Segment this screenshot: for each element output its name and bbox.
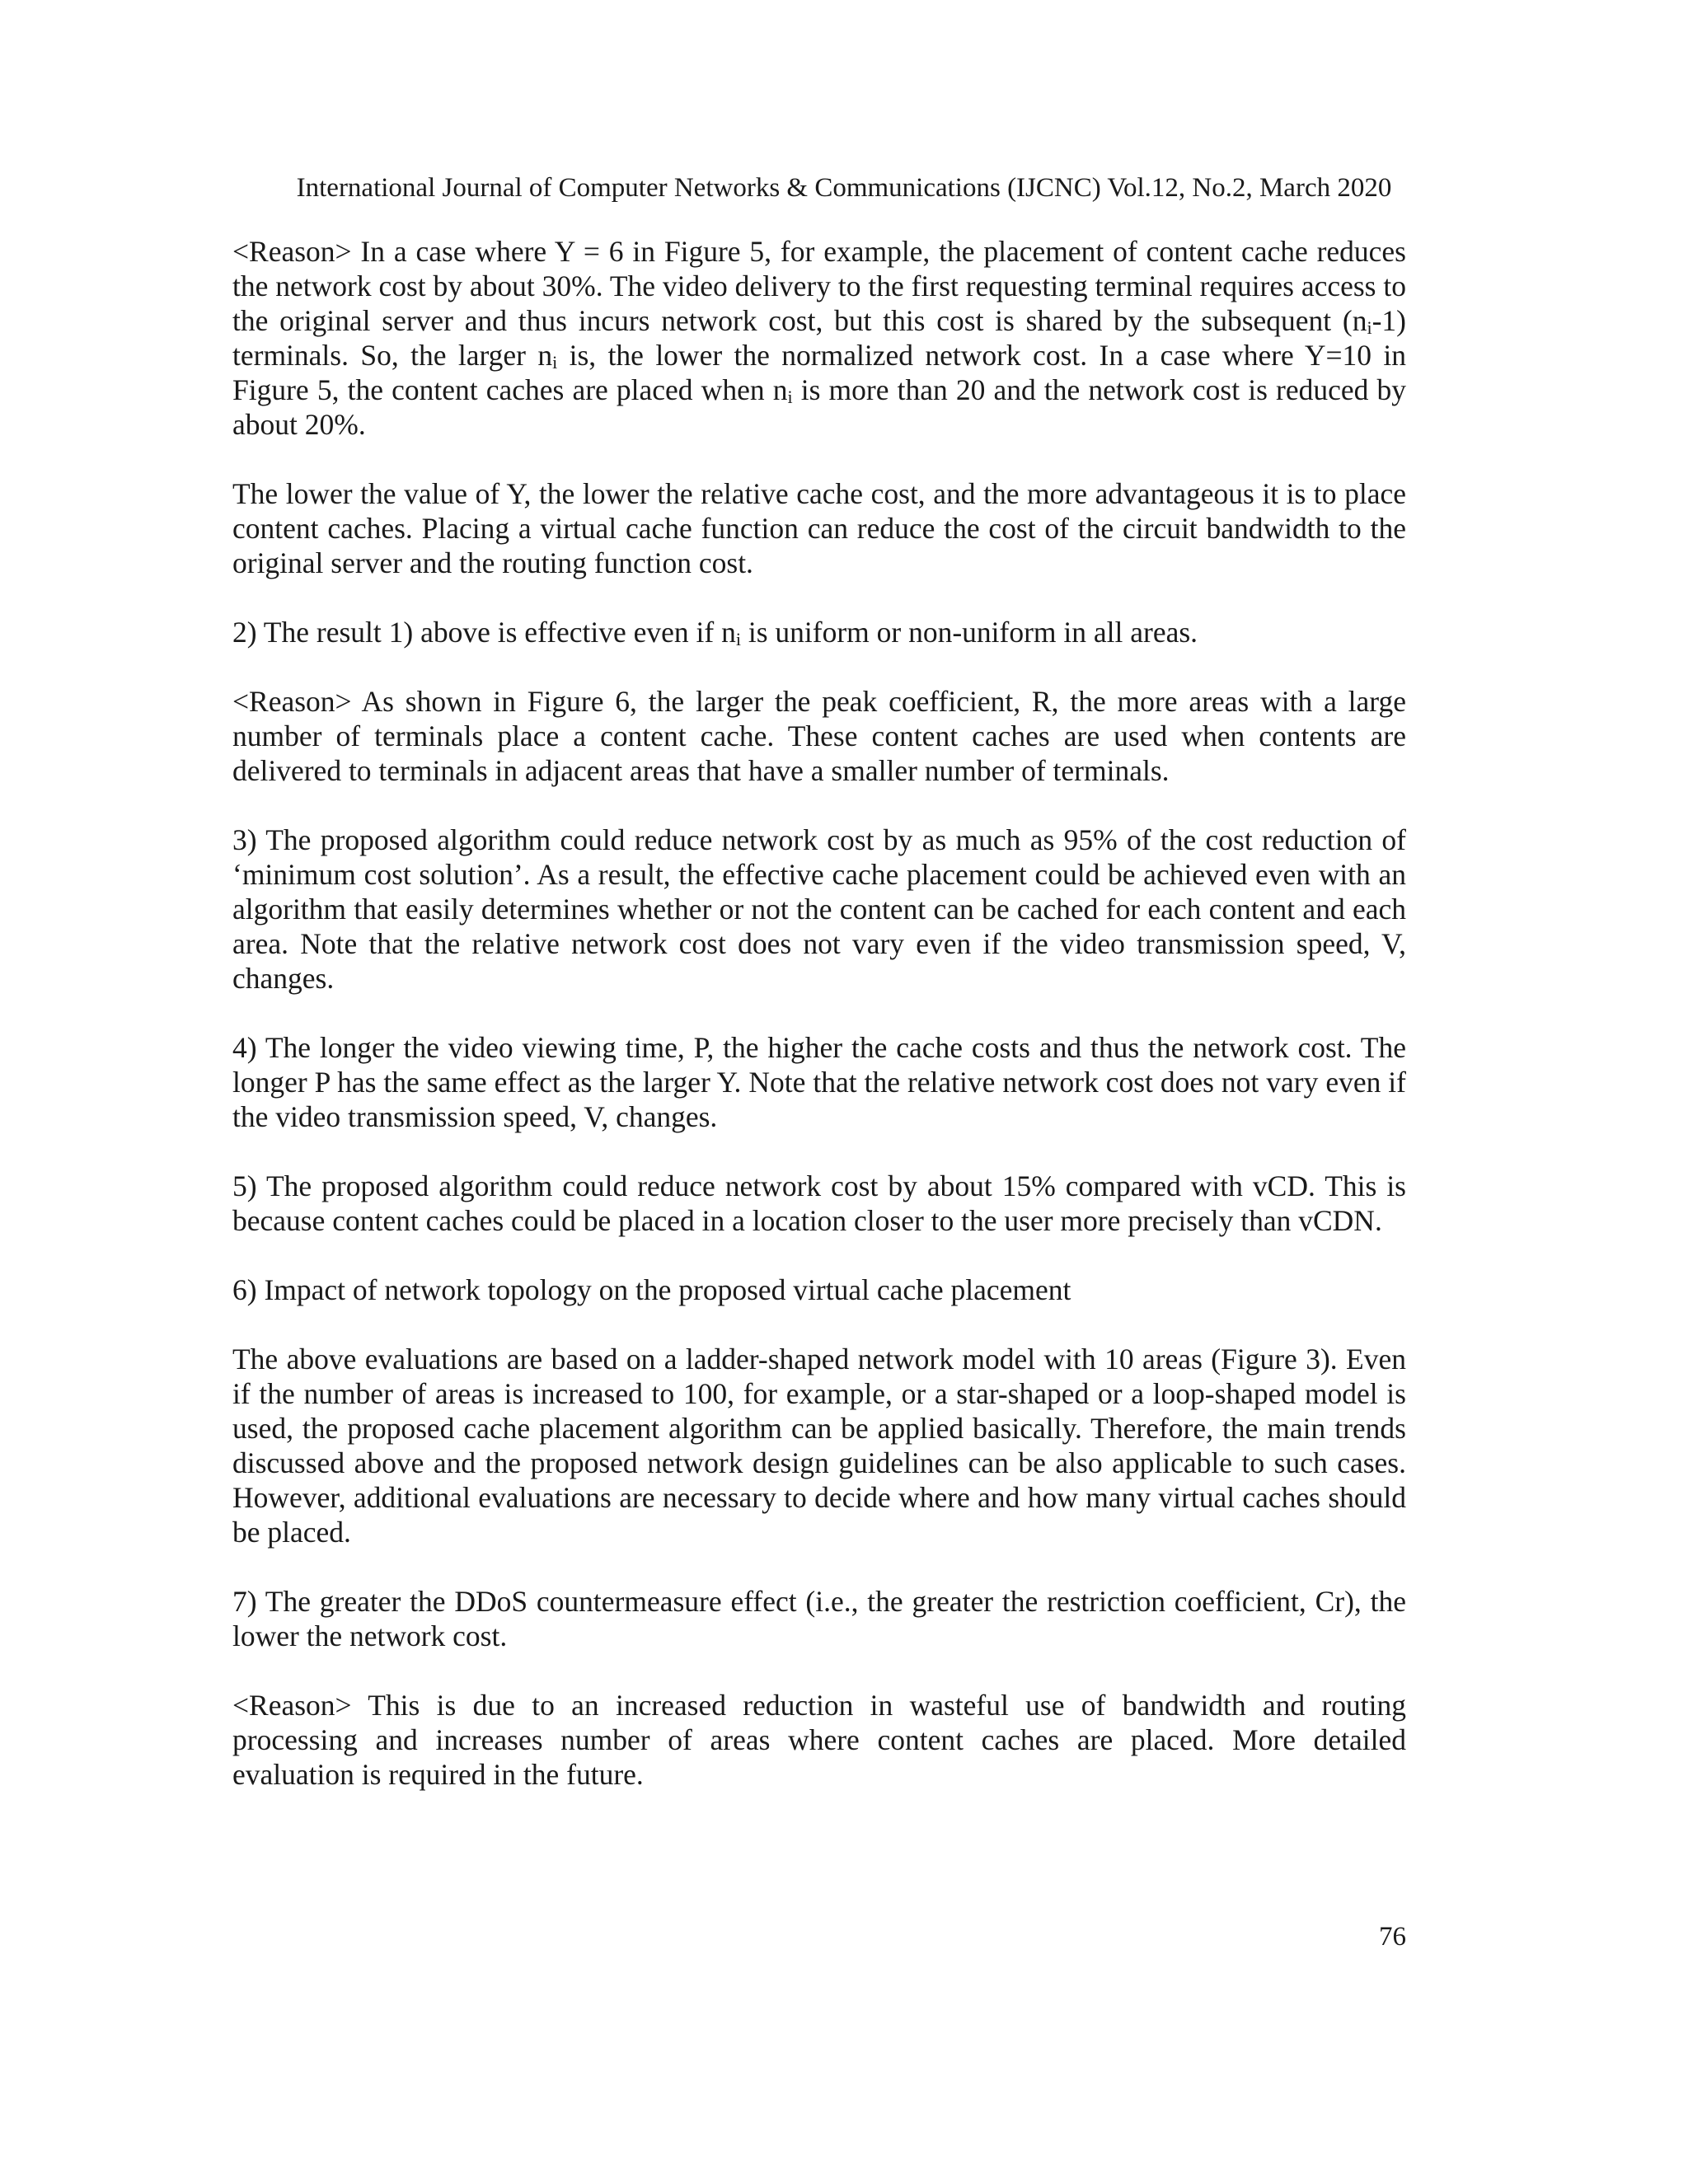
paragraph-reason-ddos: <Reason> This is due to an increased reduction in wasteful use of bandwidth and routing processing and increases number of areas where content caches are placed. More detailed evaluation is required in the future. bbox=[232, 1689, 1406, 1791]
paragraph-result-6-heading: 6) Impact of network topology on the proposed virtual cache placement bbox=[232, 1273, 1071, 1306]
text-run: is, the lower the normalized network cost. In a case where Y=10 in Figure 5, the content caches are placed when n bbox=[232, 339, 1406, 406]
paragraph-result-2 bbox=[232, 615, 1406, 649]
subscript-i: i bbox=[1367, 316, 1372, 338]
paragraph-result-5: 5) The proposed algorithm could reduce network cost by about 15% compared with vCD. This is because content caches could be placed in a location closer to the user more precisely than vCDN. bbox=[232, 1169, 1406, 1237]
subscript-i: i bbox=[552, 351, 558, 373]
paragraph-topology-evaluation: The above evaluations are based on a ladder-shaped network model with 10 areas (Figure 3). Even if the number of areas is increased to 100, for example, or a star-shaped or a loop-shaped model is used, the proposed cache placement algorithm can be applied basically. Therefore, the main trends discussed above and the proposed network design guidelines can be also applicable to such cases. However, additional evaluations are necessary to decide where and how many virtual caches should be placed. bbox=[232, 1343, 1406, 1549]
paragraph-result-3: 3) The proposed algorithm could reduce network cost by as much as 95% of the cost reduction of ‘minimum cost solution’. As a result, the effective cache placement could be achieved even with an algorithm that easily determines whether or not the content can be cached for each content and each area. Note that the relative network cost does not vary even if the video transmission speed, V, changes. bbox=[232, 823, 1406, 995]
paragraph-reason-cache-cost bbox=[232, 234, 1406, 442]
page-number: 76 bbox=[1379, 1922, 1406, 1952]
text-run: is uniform or non-uniform in all areas. bbox=[740, 616, 1198, 649]
paragraph-result-4: 4) The longer the video viewing time, P, the higher the cache costs and thus the network cost. The longer P has the same effect as the larger Y. Note that the relative network cost does not vary even if the video transmission speed, V, changes. bbox=[232, 1031, 1406, 1133]
text-run: 2) The result 1) above is effective even if n bbox=[232, 616, 736, 649]
text-run: -1) terminals. So, the larger n bbox=[232, 304, 1406, 372]
subscript-i: i bbox=[735, 628, 741, 649]
paragraph-result-7: 7) The greater the DDoS countermeasure effect (i.e., the greater the restriction coefficient, Cr), the lower the network cost. bbox=[232, 1585, 1406, 1652]
text-run: <Reason> In a case where Y = 6 in Figure 5, for example, the placement of content cache reduces the network cost by about 30%. The video delivery to the first requesting terminal requires access to the original server and thus incurs network cost, but this cost is shared by the subsequent (n bbox=[232, 235, 1406, 337]
body-text bbox=[232, 234, 1406, 1792]
text-run: is more than 20 and the network cost is reduced by about 20%. bbox=[232, 373, 1406, 441]
paragraph-lower-y: The lower the value of Y, the lower the relative cache cost, and the more advantageous it is to place content caches. Placing a virtual cache function can reduce the cost of the circuit bandwidth to the original server and the routing function cost. bbox=[232, 477, 1406, 579]
running-header: International Journal of Computer Networks & Communications (IJCNC) Vol.12, No.2, March 2020 bbox=[296, 173, 1392, 203]
paragraph-reason-peak-coefficient: <Reason> As shown in Figure 6, the larger the peak coefficient, R, the more areas with a large number of terminals place a content cache. These content caches are used when contents are delivered to terminals in adjacent areas that have a smaller number of terminals. bbox=[232, 685, 1406, 787]
subscript-i: i bbox=[787, 386, 793, 407]
